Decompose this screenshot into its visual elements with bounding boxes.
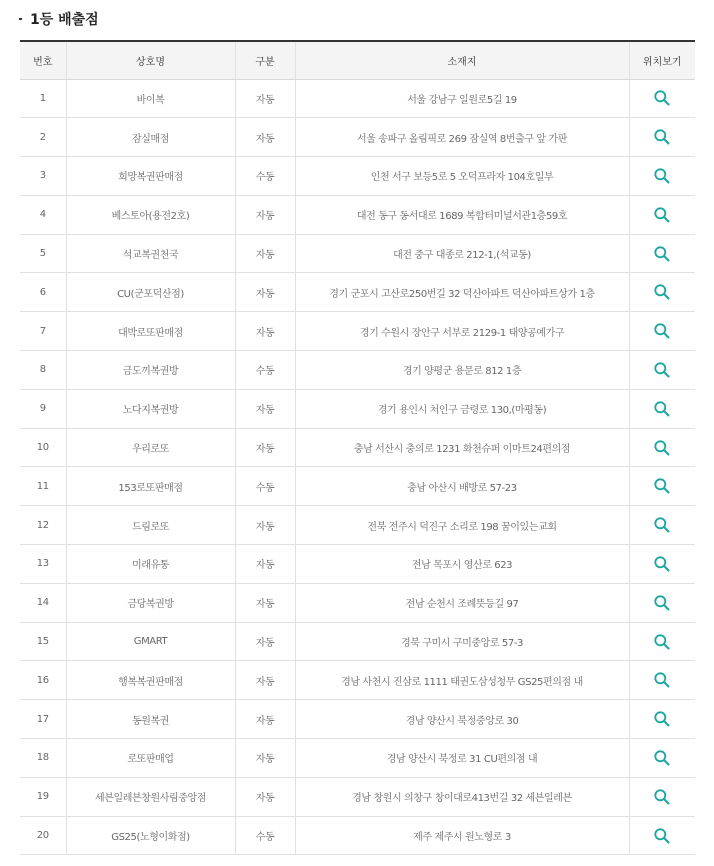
table-row bbox=[20, 467, 695, 506]
search-icon[interactable] bbox=[653, 206, 671, 224]
row-location-cell bbox=[629, 428, 695, 467]
search-icon[interactable] bbox=[653, 439, 671, 457]
row-address: 서울 송파구 올림픽로 269 잠실역 8번출구 앞 가판 bbox=[295, 118, 629, 157]
search-icon[interactable] bbox=[653, 788, 671, 806]
table-row bbox=[20, 661, 695, 700]
row-type: 자동 bbox=[235, 700, 295, 739]
table-row bbox=[20, 351, 695, 390]
row-number: 6 bbox=[20, 273, 66, 312]
row-store-name: 우리로또 bbox=[66, 428, 235, 467]
row-location-cell bbox=[629, 79, 695, 118]
table-row bbox=[20, 545, 695, 584]
search-icon[interactable] bbox=[653, 361, 671, 379]
row-number: 15 bbox=[20, 622, 66, 661]
row-number: 20 bbox=[20, 816, 66, 855]
search-icon[interactable] bbox=[653, 128, 671, 146]
row-store-name: 대박로또판매점 bbox=[66, 312, 235, 351]
row-address: 충남 아산시 배방로 57-23 bbox=[295, 467, 629, 506]
header-address: 소재지 bbox=[295, 41, 629, 79]
row-address: 전북 전주시 덕진구 소리로 198 꿈이있는교회 bbox=[295, 506, 629, 545]
header-number: 번호 bbox=[20, 41, 66, 79]
search-icon[interactable] bbox=[653, 283, 671, 301]
row-store-name: 행복복권판매점 bbox=[66, 661, 235, 700]
table-row bbox=[20, 273, 695, 312]
row-type: 자동 bbox=[235, 739, 295, 778]
row-number: 19 bbox=[20, 777, 66, 816]
header-store-name: 상호명 bbox=[66, 41, 235, 79]
row-number: 8 bbox=[20, 351, 66, 390]
table-row bbox=[20, 777, 695, 816]
search-icon[interactable] bbox=[653, 594, 671, 612]
row-address: 인천 서구 보등5로 5 오덕프라자 104호일부 bbox=[295, 157, 629, 196]
row-number: 1 bbox=[20, 79, 66, 118]
row-location-cell bbox=[629, 157, 695, 196]
row-location-cell bbox=[629, 389, 695, 428]
search-icon[interactable] bbox=[653, 555, 671, 573]
row-number: 18 bbox=[20, 739, 66, 778]
table-row bbox=[20, 389, 695, 428]
row-location-cell bbox=[629, 118, 695, 157]
row-address: 충남 서산시 충의로 1231 화천슈퍼 이마트24편의점 bbox=[295, 428, 629, 467]
row-type: 자동 bbox=[235, 777, 295, 816]
row-address: 경남 양산시 북정로 31 CU편의점 내 bbox=[295, 739, 629, 778]
winning-stores-table bbox=[20, 40, 695, 855]
row-address: 경남 양산시 북정중앙로 30 bbox=[295, 700, 629, 739]
row-number: 17 bbox=[20, 700, 66, 739]
row-store-name: 베스토아(용전2호) bbox=[66, 195, 235, 234]
row-address: 경남 창원시 의창구 창이대로413번길 32 세븐일레븐 bbox=[295, 777, 629, 816]
row-type: 자동 bbox=[235, 506, 295, 545]
row-store-name: GS25(노형이화점) bbox=[66, 816, 235, 855]
header-type: 구분 bbox=[235, 41, 295, 79]
row-store-name: 바이복 bbox=[66, 79, 235, 118]
section-title bbox=[19, 9, 99, 29]
row-location-cell bbox=[629, 351, 695, 390]
row-location-cell bbox=[629, 777, 695, 816]
row-store-name: 희망복권판매점 bbox=[66, 157, 235, 196]
search-icon[interactable] bbox=[653, 245, 671, 263]
row-type: 수동 bbox=[235, 467, 295, 506]
row-location-cell bbox=[629, 273, 695, 312]
row-store-name: 노다지복권방 bbox=[66, 389, 235, 428]
table-row bbox=[20, 157, 695, 196]
search-icon[interactable] bbox=[653, 827, 671, 845]
table-row bbox=[20, 428, 695, 467]
row-location-cell bbox=[629, 467, 695, 506]
row-location-cell bbox=[629, 700, 695, 739]
table-row bbox=[20, 739, 695, 778]
row-number: 14 bbox=[20, 583, 66, 622]
row-store-name: 금당복권방 bbox=[66, 583, 235, 622]
row-number: 12 bbox=[20, 506, 66, 545]
row-store-name: 153로또판매점 bbox=[66, 467, 235, 506]
row-type: 자동 bbox=[235, 312, 295, 351]
row-number: 13 bbox=[20, 545, 66, 584]
row-store-name: 세븐일레븐창원사림중앙점 bbox=[66, 777, 235, 816]
table-row bbox=[20, 118, 695, 157]
row-location-cell bbox=[629, 816, 695, 855]
row-type: 자동 bbox=[235, 195, 295, 234]
search-icon[interactable] bbox=[653, 167, 671, 185]
row-location-cell bbox=[629, 195, 695, 234]
row-location-cell bbox=[629, 312, 695, 351]
row-number: 11 bbox=[20, 467, 66, 506]
search-icon[interactable] bbox=[653, 516, 671, 534]
row-type: 자동 bbox=[235, 428, 295, 467]
section-title-text: 1등 배출점 bbox=[30, 12, 99, 28]
header-location: 위치보기 bbox=[629, 41, 695, 79]
table-row bbox=[20, 816, 695, 855]
row-type: 자동 bbox=[235, 234, 295, 273]
search-icon[interactable] bbox=[653, 749, 671, 767]
table-row bbox=[20, 583, 695, 622]
row-type: 자동 bbox=[235, 622, 295, 661]
row-address: 대전 중구 대종로 212-1,(석교동) bbox=[295, 234, 629, 273]
row-type: 자동 bbox=[235, 79, 295, 118]
row-location-cell bbox=[629, 661, 695, 700]
row-store-name: 동원복권 bbox=[66, 700, 235, 739]
row-type: 자동 bbox=[235, 273, 295, 312]
row-number: 5 bbox=[20, 234, 66, 273]
search-icon[interactable] bbox=[653, 633, 671, 651]
row-number: 4 bbox=[20, 195, 66, 234]
row-address: 경기 수원시 장안구 서부로 2129-1 태양공예가구 bbox=[295, 312, 629, 351]
row-location-cell bbox=[629, 545, 695, 584]
search-icon[interactable] bbox=[653, 89, 671, 107]
row-number: 2 bbox=[20, 118, 66, 157]
row-number: 16 bbox=[20, 661, 66, 700]
row-type: 자동 bbox=[235, 389, 295, 428]
search-icon[interactable] bbox=[653, 400, 671, 418]
title-bullet bbox=[19, 18, 22, 20]
row-address: 경기 군포시 고산로250번길 32 덕산아파트 덕산아파트상가 1층 bbox=[295, 273, 629, 312]
table-row bbox=[20, 234, 695, 273]
row-number: 9 bbox=[20, 389, 66, 428]
search-icon[interactable] bbox=[653, 671, 671, 689]
row-type: 자동 bbox=[235, 545, 295, 584]
row-address: 경북 구미시 구미중앙로 57-3 bbox=[295, 622, 629, 661]
row-location-cell bbox=[629, 739, 695, 778]
row-type: 수동 bbox=[235, 816, 295, 855]
row-store-name: GMART bbox=[66, 622, 235, 661]
row-number: 7 bbox=[20, 312, 66, 351]
row-location-cell bbox=[629, 506, 695, 545]
row-store-name: 드림로또 bbox=[66, 506, 235, 545]
row-location-cell bbox=[629, 622, 695, 661]
table-row bbox=[20, 700, 695, 739]
row-type: 자동 bbox=[235, 118, 295, 157]
table-row bbox=[20, 622, 695, 661]
row-store-name: 금도끼복권방 bbox=[66, 351, 235, 390]
row-number: 10 bbox=[20, 428, 66, 467]
row-address: 전남 순천시 조례뜻등길 97 bbox=[295, 583, 629, 622]
row-store-name: 미래유통 bbox=[66, 545, 235, 584]
row-store-name: 로또판매업 bbox=[66, 739, 235, 778]
row-number: 3 bbox=[20, 157, 66, 196]
row-type: 자동 bbox=[235, 583, 295, 622]
row-address: 전남 목포시 영산로 623 bbox=[295, 545, 629, 584]
row-type: 자동 bbox=[235, 661, 295, 700]
table-row bbox=[20, 506, 695, 545]
table-body bbox=[20, 79, 695, 855]
row-store-name: CU(군포덕산점) bbox=[66, 273, 235, 312]
row-location-cell bbox=[629, 583, 695, 622]
row-address: 경남 사천시 진삼로 1111 태권도삼성청무 GS25편의점 내 bbox=[295, 661, 629, 700]
row-store-name: 잠실매점 bbox=[66, 118, 235, 157]
row-address: 대전 동구 동서대로 1689 복합터미널서관1층59호 bbox=[295, 195, 629, 234]
row-address: 서울 강남구 일원로5길 19 bbox=[295, 79, 629, 118]
row-address: 제주 제주시 원노형로 3 bbox=[295, 816, 629, 855]
row-address: 경기 용인시 처인구 금령로 130,(마평동) bbox=[295, 389, 629, 428]
table-row bbox=[20, 195, 695, 234]
row-store-name: 석교복권천국 bbox=[66, 234, 235, 273]
search-icon[interactable] bbox=[653, 322, 671, 340]
search-icon[interactable] bbox=[653, 477, 671, 495]
row-type: 수동 bbox=[235, 157, 295, 196]
table-row bbox=[20, 312, 695, 351]
table-header-row bbox=[20, 41, 695, 79]
row-type: 수동 bbox=[235, 351, 295, 390]
row-address: 경기 양평군 용문로 812 1층 bbox=[295, 351, 629, 390]
search-icon[interactable] bbox=[653, 710, 671, 728]
table-row bbox=[20, 79, 695, 118]
row-location-cell bbox=[629, 234, 695, 273]
